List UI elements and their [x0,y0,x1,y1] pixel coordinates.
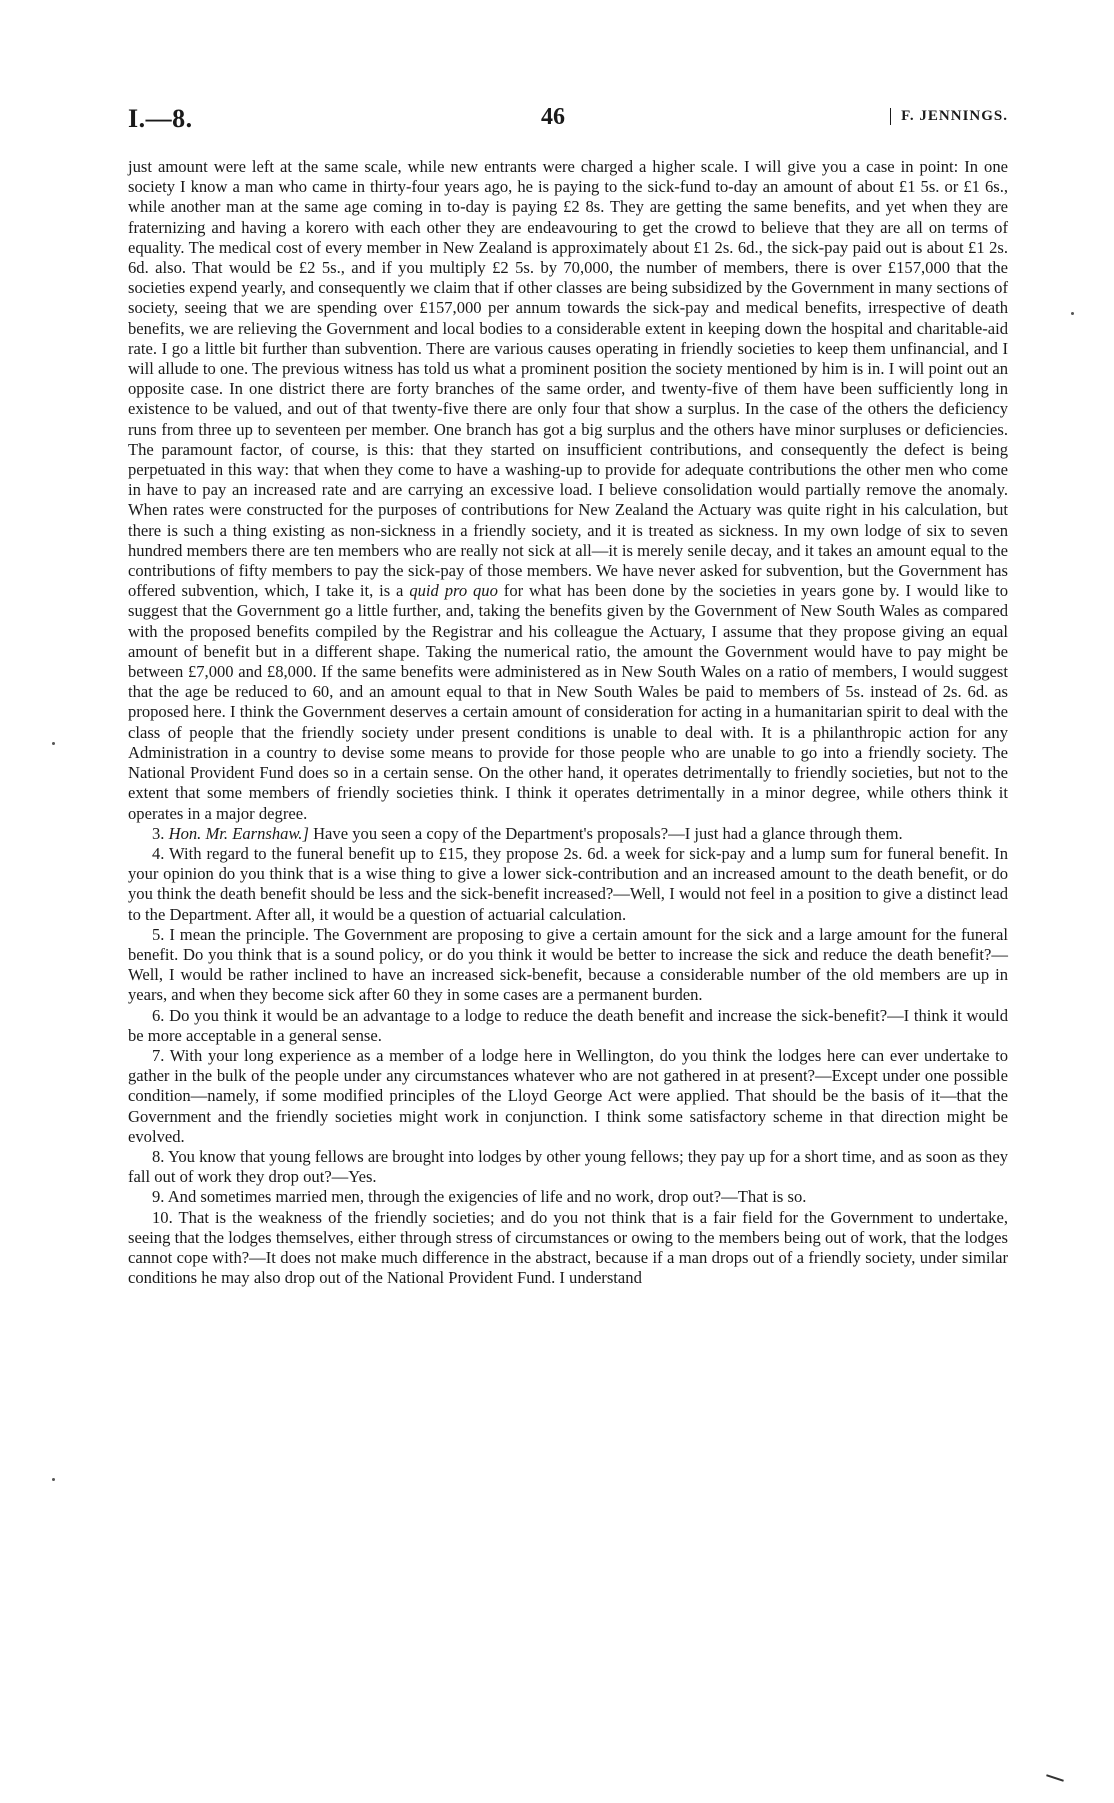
question-8 [128,1147,1008,1187]
page-header [128,104,1008,136]
question-number: 4. [152,843,165,863]
question-4 [128,844,1008,925]
question-text: With your long experience as a member of a lodge here in Wellington, do you think the lodges here can ever undertake to gather in the bulk of the people under any circumstances whatever who are not gathered in at present?—Except under one possible condition—namely, if some modified principles of the Lloyd George Act were applied. That should be the basis of it—that the Government and the friendly societies might work in conjunction. I think some satisfactory scheme in that direction might be evolved. [128,1045,1008,1146]
question-9 [128,1187,1008,1207]
question-text: I mean the principle. The Government are proposing to give a certain amount for the sick and a large amount for the funeral benefit. Do you think that is a sound policy, or do you think it would be better to increase the sick and reduce the death benefit?—Well, I would be rather inclined to have an increased sick-benefit, because a considerable number of the old members are up in years, and when they become sick after 60 they in some cases are a permanent burden. [128,924,1008,1005]
question-3 [128,824,1008,844]
question-10 [128,1208,1008,1289]
witness-name: F. JENNINGS. [890,108,1008,125]
document-reference: I.—8. [128,104,193,133]
margin-mark [52,1478,55,1481]
question-number: 8. [152,1146,165,1166]
paragraph-text: just amount were left at the same scale, while new entrants were charged a higher scale. I will give you a case in point: In one society I know a man who came in thirty-four years ago, he is paying to the sick-fund to-day an amount of about £1 5s. or £1 6s., while another man at the same age coming in to-day is paying £2 8s. They are getting the same benefits, and yet when they are fraternizing and having a korero with each other they are endeavouring to get the crowd to believe that they are all on terms of equality. The medical cost of every member in New Zealand is approximately about £1 2s. 6d., the sick-pay paid out is about £1 2s. 6d. also. That would be £2 5s., and if you multiply £2 5s. by 70,000, the number of members, there is over £157,000 that the societies expend yearly, and consequently we claim that if other classes are being subsidized by the Government in many sections of society, seeing that we are spending over £157,000 per annum towards the sick-pay and medical benefits, irrespective of death benefits, we are relieving the Government and local bodies to a considerable extent in keeping down the hospital and charitable-aid rate. I go a little bit further than subvention. There are various causes operating in friendly societies to keep them unfinancial, and I will allude to one. The previous witness has told us what a prominent position the society mentioned by him is in. I will point out an opposite case. In one district there are forty branches of the same order, and twenty-five of them have been sufficiently long in existence to be valued, and out of that twenty-five there are only four that show a surplus. In the case of the others the deficiency runs from three up to seventeen per member. One branch has got a big surplus and the others have minor surpluses or deficiencies. The paramount factor, of course, is this: that they started on insufficient contributions, and consequently the defect is being perpetuated in this way: that when they come to have a washing-up to provide for adequate contributions the other men who come in have to pay an increased rate and are carrying an excessive load. I believe consolidation would partially remove the anomaly. When rates were constructed for the purposes of contributions for New Zealand the Actuary was quite right in his calculation, but there is such a thing existing as non-sickness in a friendly society, and it is treated as sickness. In my own lodge of six to seven hundred members there are ten members who are really not sick at all—it is merely senile decay, and it takes an amount equal to the contributions of fifty members to pay the sick-pay of those members. We have never asked for subvention, but the Government has offered subvention, which, I take it, is a quid pro quo for what has been done by the societies in years gone by. I would like to suggest that the Government go a little further, and, taking the benefits given by the Government of New South Wales as compared with the proposed benefits compiled by the Registrar and his colleague the Actuary, I assume that they propose giving an equal amount of benefit but in a different shape. Taking the numerical ratio, the amount the Government would have to pay might be between £7,000 and £8,000. If the same benefits were administered as in New South Wales on a ratio of members, I would suggest that the age be reduced to 60, and an amount equal to that in New South Wales be paid to members of 5s. instead of 2s. 6d. as proposed here. I think the Government deserves a certain amount of consideration for acting in a humanitarian spirit to deal with the class of people that the friendly society under present conditions is unable to deal with. It is a philanthropic action for any Administration in a country to devise some means to provide for those people who are unable to go into a friendly society. The National Provident Fund does so in a certain sense. On the other hand, it operates detrimentally to friendly societies, but not to the extent that some members of friendly societies think. I think it operates detrimentally in a minor degree, while others think it operates in a major degree. [128,157,1008,823]
margin-mark [52,742,55,745]
question-5 [128,925,1008,1006]
question-6 [128,1006,1008,1046]
question-number: 10. [152,1207,173,1227]
paragraph-1 [128,157,1008,824]
question-number: 7. [152,1045,165,1065]
question-text: Do you think it would be an advantage to a lodge to reduce the death benefit and increase the sick-benefit?—I think it would be more acceptable in a general sense. [128,1005,1008,1045]
margin-mark [1071,312,1074,315]
body-text [128,157,1008,1288]
question-number: 3. [152,823,165,843]
question-number: 5. [152,924,165,944]
question-text: Have you seen a copy of the Department's proposals?—I just had a glance through them. [313,823,903,843]
latin-phrase: quid pro quo [409,581,498,601]
corner-mark [1046,1774,1064,1781]
question-number: 9. [152,1187,165,1207]
question-number: 6. [152,1005,165,1025]
question-text: You know that young fellows are brought into lodges by other young fellows; they pay up for a short time, and as soon as they fall out of work they drop out?—Yes. [128,1146,1008,1187]
question-text: With regard to the funeral benefit up to £15, they propose 2s. 6d. a week for sick-pay and a lump sum for funeral benefit. In your opinion do you think that is a wise thing to give a lower sick-contribution and an increased amount to the death benefit, or do you think the death benefit should be less and the sick-benefit increased?—Well, I would not feel in a position to give a distinct lead to the Department. After all, it would be a question of actuarial calculation. [128,843,1009,924]
speaker-name: Hon. Mr. Earnshaw.] [168,823,309,843]
page-number: 46 [541,104,565,130]
question-text: That is the weakness of the friendly societies; and do you not think that is a fair field for the Government to undertake, seeing that the lodges themselves, either through stress of circumstances or owing to the members being out of work, that the lodges cannot cope with?—It does not make much difference in the abstract, because if a man drops out of a friendly society, under similar conditions he may also drop out of the National Provident Fund. I understand [128,1207,1008,1288]
question-text: And sometimes married men, through the exigencies of life and no work, drop out?—That is so. [167,1187,807,1207]
question-7 [128,1046,1008,1147]
